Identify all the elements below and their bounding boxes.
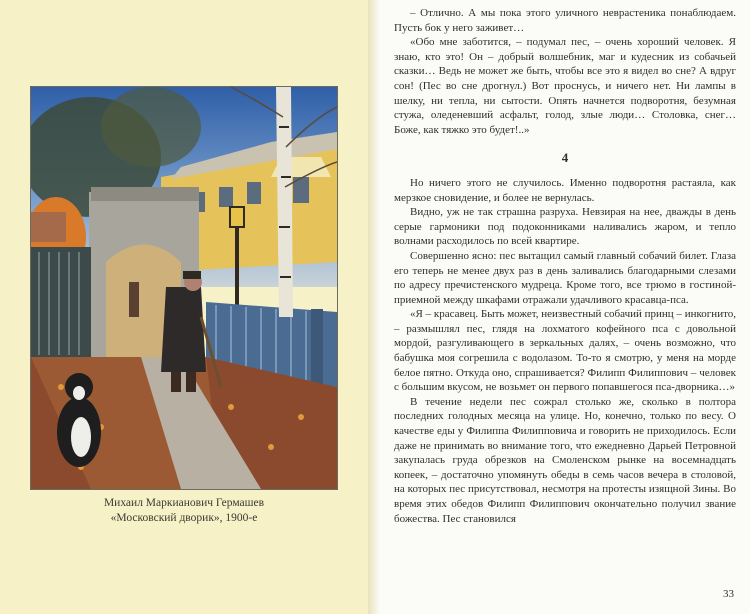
left-page (0, 0, 368, 614)
right-page (380, 0, 750, 614)
caption-title: «Московский дворик», 1900-е (110, 512, 258, 524)
paragraph: Видно, уж не так страшна разруха. Невзирая на нее, дважды в день серые гармоники под подоконниками наливались жаром, и тепло волнами расходилось по всей квартире. (394, 206, 736, 248)
painting-caption (20, 496, 348, 526)
book-text (394, 6, 736, 526)
caption-author: Михаил Маркианович Гермашев (103, 497, 265, 509)
paragraph: Совершенно ясно: пес вытащил самый главный собачий билет. Глаза его теперь не менее двух раз в день заливались благодарными слезами по адресу пречистенского мудреца. Кроме того, все трюмо в гостиной-приемной между шкафами отражали удачливого красавца-пса. (394, 249, 736, 306)
paragraph: Но ничего этого не случилось. Именно подворотня растаяла, как мерзкое сновидение, и более не вернулась. (394, 176, 736, 204)
paragraph: «Обо мне заботится, – подумал пес, – очень хороший человек. Я знаю, кто это! Он – добрый волшебник, маг и кудесник из собачьей сказки… Ведь не может же быть, чтобы все это я видел во сне? А вдруг сон! (Пес во сне дрогнул.) Вот проснусь, и ничего нет. Ни лампы в шелку, ни тепла, ни сытости. Опять начнется подворотня, безумная стужа, оледеневший асфальт, голод, злые люди… Столовка, снег… Боже, как тяжко это будет!..» (394, 36, 736, 136)
painting-moscow-courtyard (30, 86, 338, 490)
book-gutter (368, 0, 380, 614)
page-number: 33 (723, 588, 734, 600)
paragraph: В течение недели пес сожрал столько же, сколько в полтора последних голодных месяца на улице. Но, конечно, только по весу. О качестве еды у Филиппа Филипповича и говорить не приходилось. Если даже не принимать во внимание того, что ежедневно Дарьей Петровной закупалась груда обрезков на Смоленском рынке на восемнадцать копеек, – достаточно упомянуть обеды в семь часов вечера в столовой, на которых пес присутствовал, несмотря на протесты изящной Зины. Во время этих обедов Филипп Филиппович окончательно получил звание божества. Пес становился (394, 395, 736, 525)
chapter-number: 4 (561, 150, 569, 166)
paragraph: – Отлично. А мы пока этого уличного неврастеника понаблюдаем. Пусть бок у него заживет… (394, 7, 736, 34)
painting-illustration (31, 87, 337, 489)
paragraph: «Я – красавец. Быть может, неизвестный собачий принц – инкогнито, – размышлял пес, глядя на лохматого кофейного пса с довольной мордой, разгуливающего в зеркальных далях, – очень возможно, что бабушка моя согрешила с водолазом. То-то я смотрю, у меня на морде белое пятно. Откуда оно, спрашивается? Филипп Филиппович – человек с большим вкусом, не возьмет он первого попавшегося пса-дворника…» (394, 308, 736, 394)
